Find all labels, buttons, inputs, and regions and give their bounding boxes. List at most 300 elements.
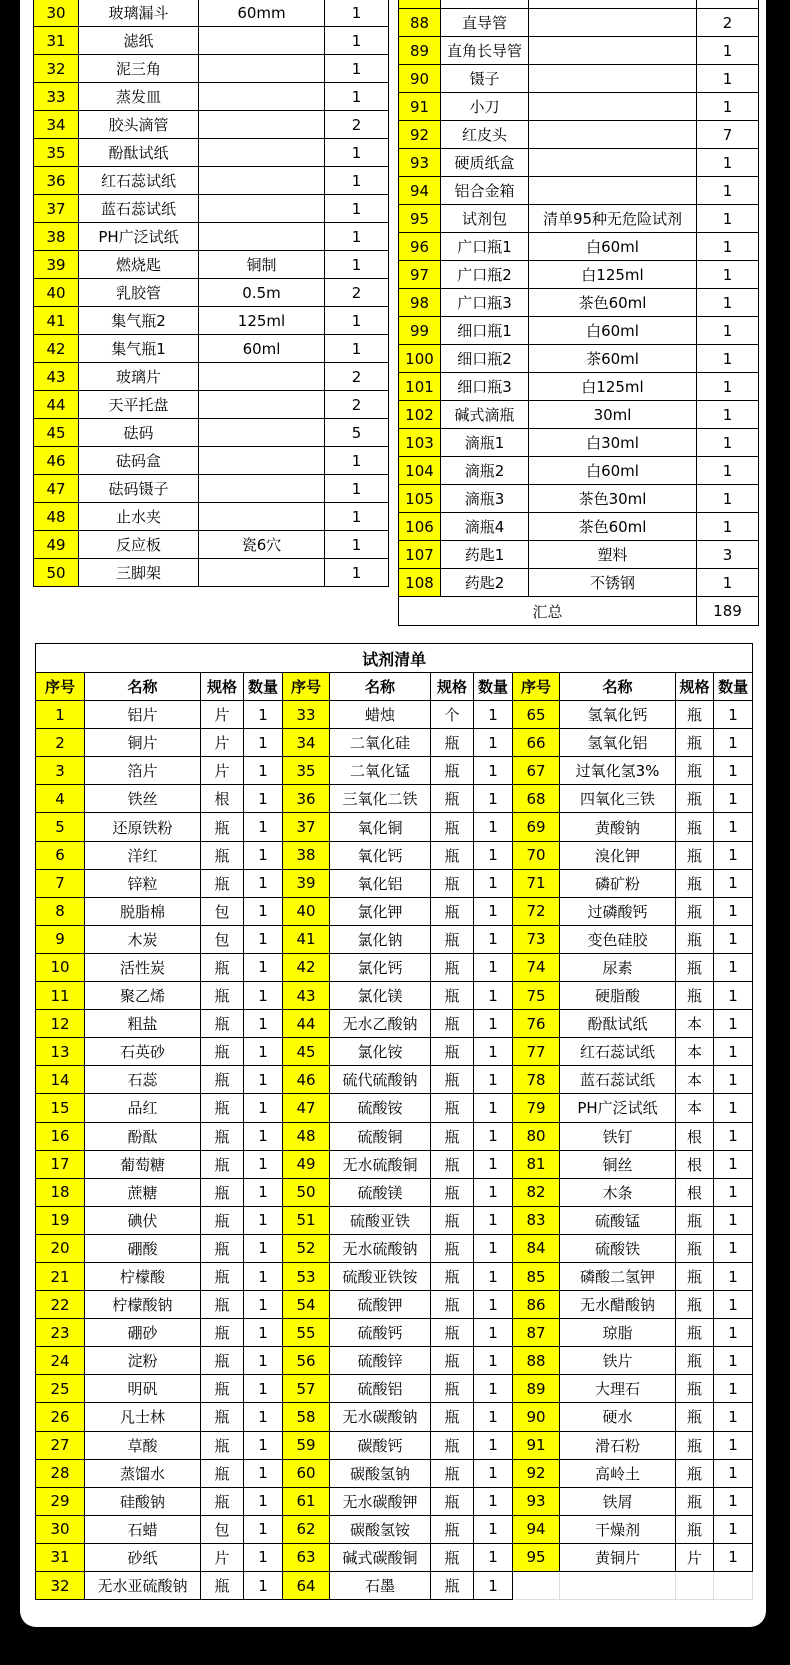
reagent-spec: 根 bbox=[676, 1122, 714, 1150]
reagent-number: 37 bbox=[283, 813, 330, 841]
item-name: 广口瓶3 bbox=[441, 289, 529, 317]
item-name: 砝码盒 bbox=[79, 447, 199, 475]
item-qty: 1 bbox=[697, 65, 759, 93]
table-row bbox=[34, 167, 389, 195]
reagent-table-title: 试剂清单 bbox=[36, 644, 753, 673]
table-row bbox=[36, 1066, 753, 1094]
reagent-qty: 1 bbox=[244, 785, 283, 813]
reagent-name: 硫酸铜 bbox=[330, 1122, 431, 1150]
reagent-number: 74 bbox=[513, 953, 560, 981]
item-name: 酚酞试纸 bbox=[79, 139, 199, 167]
item-qty: 1 bbox=[325, 195, 389, 223]
item-name: 小刀 bbox=[441, 93, 529, 121]
reagent-number: 33 bbox=[283, 701, 330, 729]
reagent-name: 滑石粉 bbox=[560, 1431, 676, 1459]
reagent-name: 硫代硫酸钠 bbox=[330, 1066, 431, 1094]
table-row bbox=[399, 401, 759, 429]
item-number: 92 bbox=[399, 121, 441, 149]
reagent-spec: 瓶 bbox=[431, 982, 474, 1010]
table-row bbox=[34, 195, 389, 223]
item-qty: 1 bbox=[697, 373, 759, 401]
table-row bbox=[36, 1403, 753, 1431]
reagent-name: 氯化钠 bbox=[330, 925, 431, 953]
reagent-qty: 1 bbox=[474, 1178, 513, 1206]
reagent-spec: 瓶 bbox=[201, 869, 244, 897]
reagent-qty: 1 bbox=[244, 1066, 283, 1094]
item-spec: 清单95种无危险试剂 bbox=[529, 205, 697, 233]
header-name: 名称 bbox=[560, 673, 676, 701]
item-name: 乳胶管 bbox=[79, 279, 199, 307]
reagent-spec: 瓶 bbox=[431, 1122, 474, 1150]
header-no: 序号 bbox=[283, 673, 330, 701]
item-number: 30 bbox=[34, 0, 79, 27]
reagent-number: 66 bbox=[513, 729, 560, 757]
reagent-name: 琼脂 bbox=[560, 1319, 676, 1347]
reagent-qty: 1 bbox=[244, 1319, 283, 1347]
reagent-spec: 瓶 bbox=[676, 1403, 714, 1431]
item-qty: 1 bbox=[697, 345, 759, 373]
item-name: 药匙2 bbox=[441, 569, 529, 597]
table-row bbox=[34, 447, 389, 475]
reagent-number: 12 bbox=[36, 1010, 85, 1038]
table-row bbox=[34, 475, 389, 503]
reagent-qty: 1 bbox=[244, 1122, 283, 1150]
reagent-spec: 瓶 bbox=[431, 925, 474, 953]
header-spec: 规格 bbox=[201, 673, 244, 701]
reagent-spec: 瓶 bbox=[201, 1291, 244, 1319]
item-number: 100 bbox=[399, 345, 441, 373]
reagent-qty: 1 bbox=[714, 1150, 753, 1178]
reagent-qty: 1 bbox=[244, 1234, 283, 1262]
reagent-name: 箔片 bbox=[85, 757, 201, 785]
item-qty: 1 bbox=[697, 37, 759, 65]
item-qty: 1 bbox=[697, 457, 759, 485]
reagent-name: 硫酸铝 bbox=[330, 1375, 431, 1403]
equipment-table-left bbox=[33, 0, 389, 587]
reagent-name: 硼砂 bbox=[85, 1319, 201, 1347]
table-row bbox=[36, 1010, 753, 1038]
item-qty: 1 bbox=[697, 233, 759, 261]
item-qty: 1 bbox=[697, 401, 759, 429]
reagent-number: 78 bbox=[513, 1066, 560, 1094]
reagent-qty: 1 bbox=[714, 729, 753, 757]
empty-cell bbox=[676, 1572, 714, 1600]
item-qty: 1 bbox=[697, 513, 759, 541]
item-number: 42 bbox=[34, 335, 79, 363]
reagent-spec: 瓶 bbox=[431, 1234, 474, 1262]
reagent-name: 二氧化锰 bbox=[330, 757, 431, 785]
item-name: 红石蕊试纸 bbox=[79, 167, 199, 195]
reagent-name: 碳酸氢钠 bbox=[330, 1459, 431, 1487]
item-qty: 1 bbox=[325, 447, 389, 475]
table-row bbox=[34, 251, 389, 279]
reagent-number: 29 bbox=[36, 1487, 85, 1515]
reagent-spec: 瓶 bbox=[676, 1375, 714, 1403]
reagent-qty: 1 bbox=[474, 1319, 513, 1347]
reagent-number: 67 bbox=[513, 757, 560, 785]
reagent-spec: 本 bbox=[676, 1066, 714, 1094]
table-row bbox=[36, 729, 753, 757]
reagent-qty: 1 bbox=[714, 1206, 753, 1234]
table-row bbox=[399, 177, 759, 205]
reagent-number: 4 bbox=[36, 785, 85, 813]
item-qty: 2 bbox=[325, 391, 389, 419]
reagent-spec: 瓶 bbox=[676, 1262, 714, 1290]
reagent-qty: 1 bbox=[714, 982, 753, 1010]
reagent-spec: 瓶 bbox=[676, 925, 714, 953]
item-name: 滴瓶1 bbox=[441, 429, 529, 457]
table-row bbox=[399, 485, 759, 513]
reagent-name: 石英砂 bbox=[85, 1038, 201, 1066]
item-spec bbox=[199, 447, 325, 475]
item-spec: 125ml bbox=[199, 307, 325, 335]
item-number: 41 bbox=[34, 307, 79, 335]
table-row bbox=[36, 701, 753, 729]
item-spec: 白60ml bbox=[529, 457, 697, 485]
reagent-number: 22 bbox=[36, 1291, 85, 1319]
reagent-name: 氧化铝 bbox=[330, 869, 431, 897]
reagent-qty: 1 bbox=[474, 1375, 513, 1403]
reagent-qty: 1 bbox=[714, 757, 753, 785]
table-row bbox=[34, 223, 389, 251]
reagent-number: 79 bbox=[513, 1094, 560, 1122]
table-row bbox=[399, 149, 759, 177]
reagent-name: 硫酸铁 bbox=[560, 1234, 676, 1262]
reagent-name: 碳酸氢铵 bbox=[330, 1515, 431, 1543]
item-number: 33 bbox=[34, 83, 79, 111]
reagent-name: 铝片 bbox=[85, 701, 201, 729]
reagent-name: 氢氧化铝 bbox=[560, 729, 676, 757]
reagent-name: 无水乙酸钠 bbox=[330, 1010, 431, 1038]
header-spec: 规格 bbox=[676, 673, 714, 701]
reagent-number: 15 bbox=[36, 1094, 85, 1122]
item-number: 50 bbox=[34, 559, 79, 587]
reagent-name: 石蜡 bbox=[85, 1515, 201, 1543]
item-qty: 2 bbox=[325, 111, 389, 139]
reagent-qty: 1 bbox=[474, 897, 513, 925]
reagent-number: 44 bbox=[283, 1010, 330, 1038]
table-row bbox=[34, 307, 389, 335]
reagent-number: 26 bbox=[36, 1403, 85, 1431]
item-name: 泥三角 bbox=[79, 55, 199, 83]
item-qty: 1 bbox=[325, 503, 389, 531]
reagent-name: PH广泛试纸 bbox=[560, 1094, 676, 1122]
reagent-number: 80 bbox=[513, 1122, 560, 1150]
item-name: 砝码 bbox=[79, 419, 199, 447]
table-row bbox=[36, 1094, 753, 1122]
item-qty: 1 bbox=[325, 531, 389, 559]
item-name: 细口瓶3 bbox=[441, 373, 529, 401]
reagent-number: 27 bbox=[36, 1431, 85, 1459]
reagent-number: 63 bbox=[283, 1543, 330, 1571]
reagent-qty: 1 bbox=[474, 841, 513, 869]
reagent-name: 铁丝 bbox=[85, 785, 201, 813]
reagent-name: 铜片 bbox=[85, 729, 201, 757]
table-row bbox=[36, 897, 753, 925]
reagent-spec: 瓶 bbox=[201, 1178, 244, 1206]
item-qty: 1 bbox=[325, 27, 389, 55]
equipment-table-right bbox=[398, 0, 759, 626]
item-number: 48 bbox=[34, 503, 79, 531]
reagent-name: 高岭土 bbox=[560, 1459, 676, 1487]
reagent-name: 硫酸锰 bbox=[560, 1206, 676, 1234]
reagent-qty: 1 bbox=[714, 1038, 753, 1066]
item-qty: 2 bbox=[325, 279, 389, 307]
reagent-name: 蓝石蕊试纸 bbox=[560, 1066, 676, 1094]
reagent-spec: 瓶 bbox=[201, 1403, 244, 1431]
item-spec bbox=[199, 167, 325, 195]
reagent-number: 49 bbox=[283, 1150, 330, 1178]
item-number: 88 bbox=[399, 9, 441, 37]
header-no: 序号 bbox=[513, 673, 560, 701]
item-spec bbox=[529, 93, 697, 121]
item-name: 滤纸 bbox=[79, 27, 199, 55]
table-row bbox=[399, 317, 759, 345]
reagent-name: 红石蕊试纸 bbox=[560, 1038, 676, 1066]
reagent-name: 粗盐 bbox=[85, 1010, 201, 1038]
reagent-name: 氢氧化钙 bbox=[560, 701, 676, 729]
reagent-number: 77 bbox=[513, 1038, 560, 1066]
reagent-qty: 1 bbox=[474, 1262, 513, 1290]
reagent-number: 13 bbox=[36, 1038, 85, 1066]
reagent-spec: 瓶 bbox=[431, 1066, 474, 1094]
reagent-name: 过氧化氢3% bbox=[560, 757, 676, 785]
item-spec: 60mm bbox=[199, 0, 325, 27]
reagent-qty: 1 bbox=[714, 1459, 753, 1487]
reagent-name: 四氧化三铁 bbox=[560, 785, 676, 813]
reagent-name: 硫酸亚铁 bbox=[330, 1206, 431, 1234]
item-qty: 1 bbox=[697, 149, 759, 177]
reagent-qty: 1 bbox=[714, 1066, 753, 1094]
reagent-qty: 1 bbox=[474, 982, 513, 1010]
reagent-spec: 瓶 bbox=[431, 1515, 474, 1543]
reagent-qty: 1 bbox=[474, 1010, 513, 1038]
table-row bbox=[36, 1515, 753, 1543]
reagent-spec: 瓶 bbox=[201, 1347, 244, 1375]
reagent-spec: 瓶 bbox=[431, 1459, 474, 1487]
item-number: 94 bbox=[399, 177, 441, 205]
reagent-number: 50 bbox=[283, 1178, 330, 1206]
item-name: 蓝石蕊试纸 bbox=[79, 195, 199, 223]
item-number: 40 bbox=[34, 279, 79, 307]
item-spec bbox=[199, 27, 325, 55]
item-qty: 1 bbox=[697, 485, 759, 513]
table-row bbox=[399, 65, 759, 93]
reagent-qty: 1 bbox=[474, 925, 513, 953]
item-name: 铝合金箱 bbox=[441, 177, 529, 205]
reagent-spec: 片 bbox=[676, 1543, 714, 1571]
item-spec bbox=[529, 177, 697, 205]
reagent-number: 75 bbox=[513, 982, 560, 1010]
reagent-spec: 瓶 bbox=[676, 757, 714, 785]
table-row bbox=[34, 363, 389, 391]
reagent-number: 3 bbox=[36, 757, 85, 785]
item-number: 107 bbox=[399, 541, 441, 569]
reagent-qty: 1 bbox=[244, 1543, 283, 1571]
item-qty: 1 bbox=[325, 475, 389, 503]
table-row bbox=[36, 813, 753, 841]
reagent-number: 90 bbox=[513, 1403, 560, 1431]
reagent-number: 40 bbox=[283, 897, 330, 925]
item-name: 红皮头 bbox=[441, 121, 529, 149]
reagent-number: 34 bbox=[283, 729, 330, 757]
reagent-name: 干燥剂 bbox=[560, 1515, 676, 1543]
reagent-spec: 瓶 bbox=[676, 1431, 714, 1459]
reagent-qty: 1 bbox=[244, 1038, 283, 1066]
item-number: 93 bbox=[399, 149, 441, 177]
empty-cell bbox=[560, 1572, 676, 1600]
reagent-spec: 瓶 bbox=[676, 1206, 714, 1234]
reagent-qty: 1 bbox=[244, 1572, 283, 1600]
reagent-name: 聚乙烯 bbox=[85, 982, 201, 1010]
item-spec: 60ml bbox=[199, 335, 325, 363]
reagent-spec: 本 bbox=[676, 1010, 714, 1038]
reagent-spec: 瓶 bbox=[201, 1375, 244, 1403]
item-number: 44 bbox=[34, 391, 79, 419]
item-number: 89 bbox=[399, 37, 441, 65]
reagent-number: 87 bbox=[513, 1319, 560, 1347]
reagent-number: 76 bbox=[513, 1010, 560, 1038]
reagent-number: 95 bbox=[513, 1543, 560, 1571]
item-spec bbox=[529, 37, 697, 65]
item-number: 39 bbox=[34, 251, 79, 279]
item-number: 103 bbox=[399, 429, 441, 457]
table-row bbox=[36, 1262, 753, 1290]
reagent-spec: 瓶 bbox=[201, 953, 244, 981]
item-spec: 茶色30ml bbox=[529, 485, 697, 513]
reagent-spec: 瓶 bbox=[676, 869, 714, 897]
item-name: 蒸发皿 bbox=[79, 83, 199, 111]
reagent-name: 淀粉 bbox=[85, 1347, 201, 1375]
item-qty: 1 bbox=[325, 0, 389, 27]
reagent-spec: 瓶 bbox=[676, 1234, 714, 1262]
reagent-spec: 包 bbox=[201, 897, 244, 925]
table-row bbox=[34, 27, 389, 55]
reagent-number: 35 bbox=[283, 757, 330, 785]
item-number: 31 bbox=[34, 27, 79, 55]
table-row bbox=[36, 1178, 753, 1206]
reagent-number: 36 bbox=[283, 785, 330, 813]
reagent-spec: 瓶 bbox=[431, 1178, 474, 1206]
reagent-spec: 瓶 bbox=[201, 1572, 244, 1600]
table-row bbox=[36, 1459, 753, 1487]
table-row bbox=[399, 345, 759, 373]
reagent-qty: 1 bbox=[474, 1234, 513, 1262]
summary-total: 189 bbox=[697, 597, 759, 626]
reagent-spec: 根 bbox=[201, 785, 244, 813]
reagent-spec: 瓶 bbox=[201, 813, 244, 841]
reagent-qty: 1 bbox=[474, 813, 513, 841]
reagent-qty: 1 bbox=[474, 757, 513, 785]
item-name: 燃烧匙 bbox=[79, 251, 199, 279]
reagent-name: 三氧化二铁 bbox=[330, 785, 431, 813]
reagent-qty: 1 bbox=[474, 1150, 513, 1178]
reagent-spec: 片 bbox=[201, 701, 244, 729]
item-spec bbox=[199, 363, 325, 391]
reagent-name: 大理石 bbox=[560, 1375, 676, 1403]
reagent-qty: 1 bbox=[714, 1431, 753, 1459]
reagent-number: 60 bbox=[283, 1459, 330, 1487]
reagent-name: 氯化钙 bbox=[330, 953, 431, 981]
reagent-name: 无水碳酸钠 bbox=[330, 1403, 431, 1431]
reagent-spec: 瓶 bbox=[201, 1122, 244, 1150]
reagent-qty: 1 bbox=[244, 841, 283, 869]
item-name: PH广泛试纸 bbox=[79, 223, 199, 251]
item-qty: 1 bbox=[697, 317, 759, 345]
item-number: 101 bbox=[399, 373, 441, 401]
reagent-number: 61 bbox=[283, 1487, 330, 1515]
table-row bbox=[36, 982, 753, 1010]
reagent-qty: 1 bbox=[714, 1291, 753, 1319]
reagent-number: 28 bbox=[36, 1459, 85, 1487]
reagent-qty: 1 bbox=[474, 701, 513, 729]
table-row bbox=[399, 121, 759, 149]
item-number: 98 bbox=[399, 289, 441, 317]
reagent-number: 85 bbox=[513, 1262, 560, 1290]
item-name: 硬质纸盒 bbox=[441, 149, 529, 177]
reagent-number: 42 bbox=[283, 953, 330, 981]
reagent-number: 81 bbox=[513, 1150, 560, 1178]
reagent-spec: 瓶 bbox=[676, 1487, 714, 1515]
reagent-number: 73 bbox=[513, 925, 560, 953]
item-qty: 5 bbox=[325, 419, 389, 447]
reagent-qty: 1 bbox=[714, 1515, 753, 1543]
item-name: 胶头滴管 bbox=[79, 111, 199, 139]
reagent-qty: 1 bbox=[714, 1234, 753, 1262]
reagent-name: 无水硫酸钠 bbox=[330, 1234, 431, 1262]
reagent-qty: 1 bbox=[474, 1347, 513, 1375]
reagent-qty: 1 bbox=[474, 1487, 513, 1515]
reagent-number: 68 bbox=[513, 785, 560, 813]
item-spec: 茶色60ml bbox=[529, 289, 697, 317]
reagent-spec: 瓶 bbox=[201, 1262, 244, 1290]
reagent-name: 品红 bbox=[85, 1094, 201, 1122]
reagent-name: 磷酸二氢钾 bbox=[560, 1262, 676, 1290]
reagent-number: 53 bbox=[283, 1262, 330, 1290]
table-row bbox=[399, 261, 759, 289]
item-number: 90 bbox=[399, 65, 441, 93]
item-name: 集气瓶2 bbox=[79, 307, 199, 335]
reagent-spec: 瓶 bbox=[201, 1319, 244, 1347]
reagent-number: 5 bbox=[36, 813, 85, 841]
item-number: 47 bbox=[34, 475, 79, 503]
reagent-number: 86 bbox=[513, 1291, 560, 1319]
reagent-name: 硫酸锌 bbox=[330, 1347, 431, 1375]
reagent-number: 62 bbox=[283, 1515, 330, 1543]
reagent-qty: 1 bbox=[244, 1487, 283, 1515]
header-qty: 数量 bbox=[244, 673, 283, 701]
reagent-name: 硫酸镁 bbox=[330, 1178, 431, 1206]
table-row bbox=[36, 869, 753, 897]
table-row bbox=[399, 93, 759, 121]
reagent-qty: 1 bbox=[474, 1543, 513, 1571]
reagent-spec: 瓶 bbox=[431, 1543, 474, 1571]
reagent-qty: 1 bbox=[244, 897, 283, 925]
reagent-qty: 1 bbox=[474, 1122, 513, 1150]
reagent-qty: 1 bbox=[244, 1291, 283, 1319]
reagent-qty: 1 bbox=[244, 1459, 283, 1487]
table-row bbox=[34, 0, 389, 27]
reagent-spec: 瓶 bbox=[201, 1038, 244, 1066]
reagent-name: 硫酸钾 bbox=[330, 1291, 431, 1319]
item-name: 药匙1 bbox=[441, 541, 529, 569]
item-name: 三脚架 bbox=[79, 559, 199, 587]
reagent-table-header-row bbox=[36, 673, 753, 701]
reagent-spec: 瓶 bbox=[431, 757, 474, 785]
item-spec bbox=[199, 475, 325, 503]
reagent-number: 51 bbox=[283, 1206, 330, 1234]
reagent-name: 硫酸铵 bbox=[330, 1094, 431, 1122]
